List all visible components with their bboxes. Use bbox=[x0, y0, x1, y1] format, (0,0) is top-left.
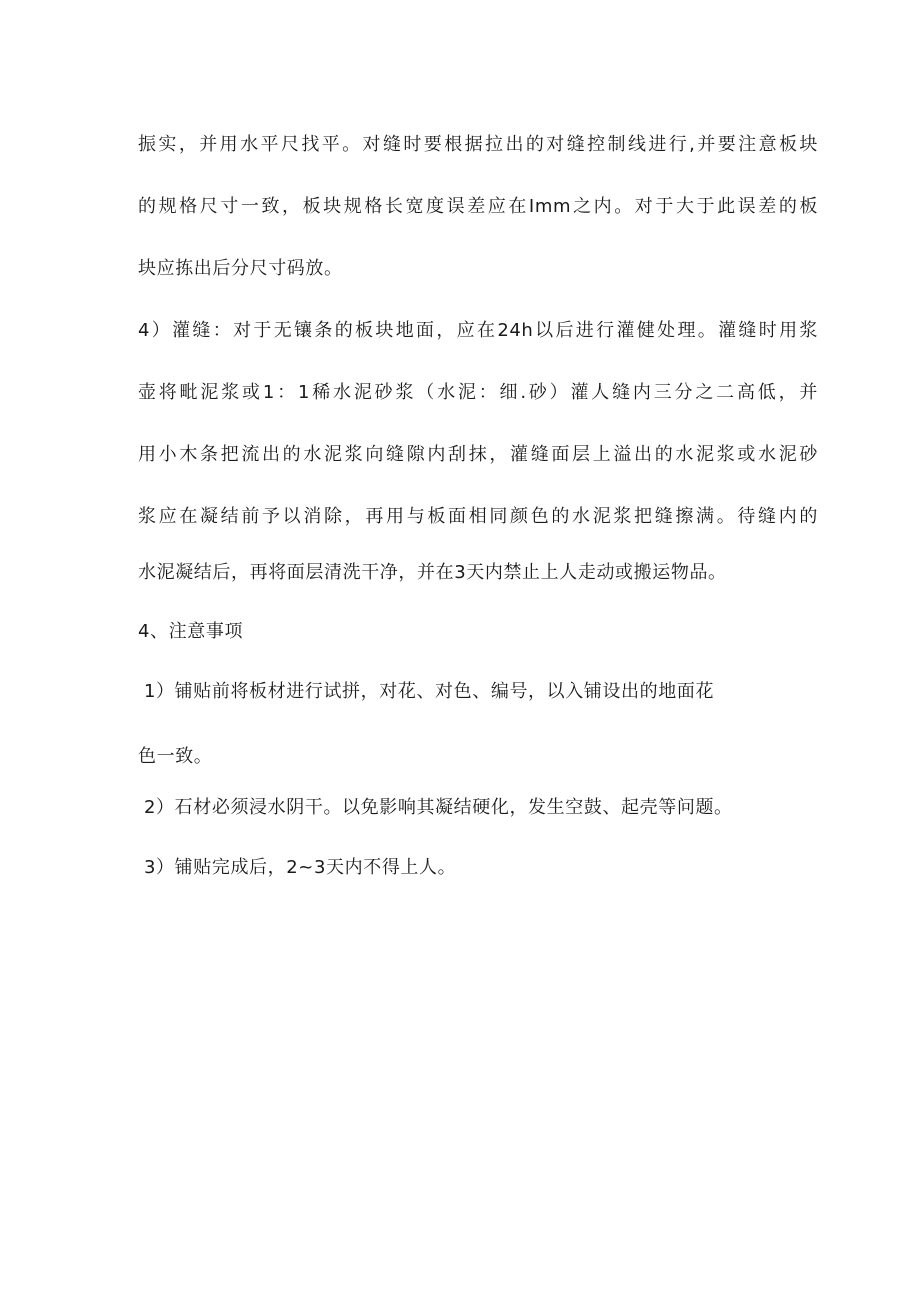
paragraph-line-6: 用小木条把流出的水泥浆向缝隙内刮抹，灌缝面层上溢出的水泥浆或水泥砂 bbox=[138, 444, 818, 465]
paragraph-line-5: 壶将毗泥浆或1：1稀水泥砂浆（水泥：细.砂）灌人缝内三分之二高低，并 bbox=[138, 382, 818, 403]
paragraph-line-7: 浆应在凝结前予以消除，再用与板面相同颜色的水泥浆把缝擦满。待缝内的 bbox=[138, 506, 818, 527]
paragraph-line-4: 4）灌缝：对于无镶条的板块地面，应在24h以后进行灌健处理。灌缝时用浆 bbox=[138, 320, 818, 341]
list-item-2: 2）石材必须浸水阴干。以免影响其凝结硬化，发生空鼓、起壳等问题。 bbox=[144, 797, 733, 818]
paragraph-line-1: 振实，并用水平尺找平。对缝时要根据拉出的对缝控制线进行,并要注意板块 bbox=[138, 134, 818, 155]
paragraph-line-2: 的规格尺寸一致，板块规格长宽度误差应在Imm之内。对于大于此误差的板 bbox=[138, 196, 818, 217]
list-item-1-continuation: 色一致。 bbox=[138, 746, 213, 767]
list-item-3: 3）铺贴完成后，2~3天内不得上人。 bbox=[144, 857, 457, 878]
list-item-1: 1）铺贴前将板材进行试拼，对花、对色、编号，以入铺设出的地面花 bbox=[144, 681, 715, 702]
section-heading: 4、注意事项 bbox=[138, 621, 244, 642]
paragraph-line-3: 块应拣出后分尺寸码放。 bbox=[138, 258, 343, 279]
paragraph-line-8: 水泥凝结后，再将面层清洗干净，并在3天内禁止上人走动或搬运物品。 bbox=[138, 562, 727, 583]
